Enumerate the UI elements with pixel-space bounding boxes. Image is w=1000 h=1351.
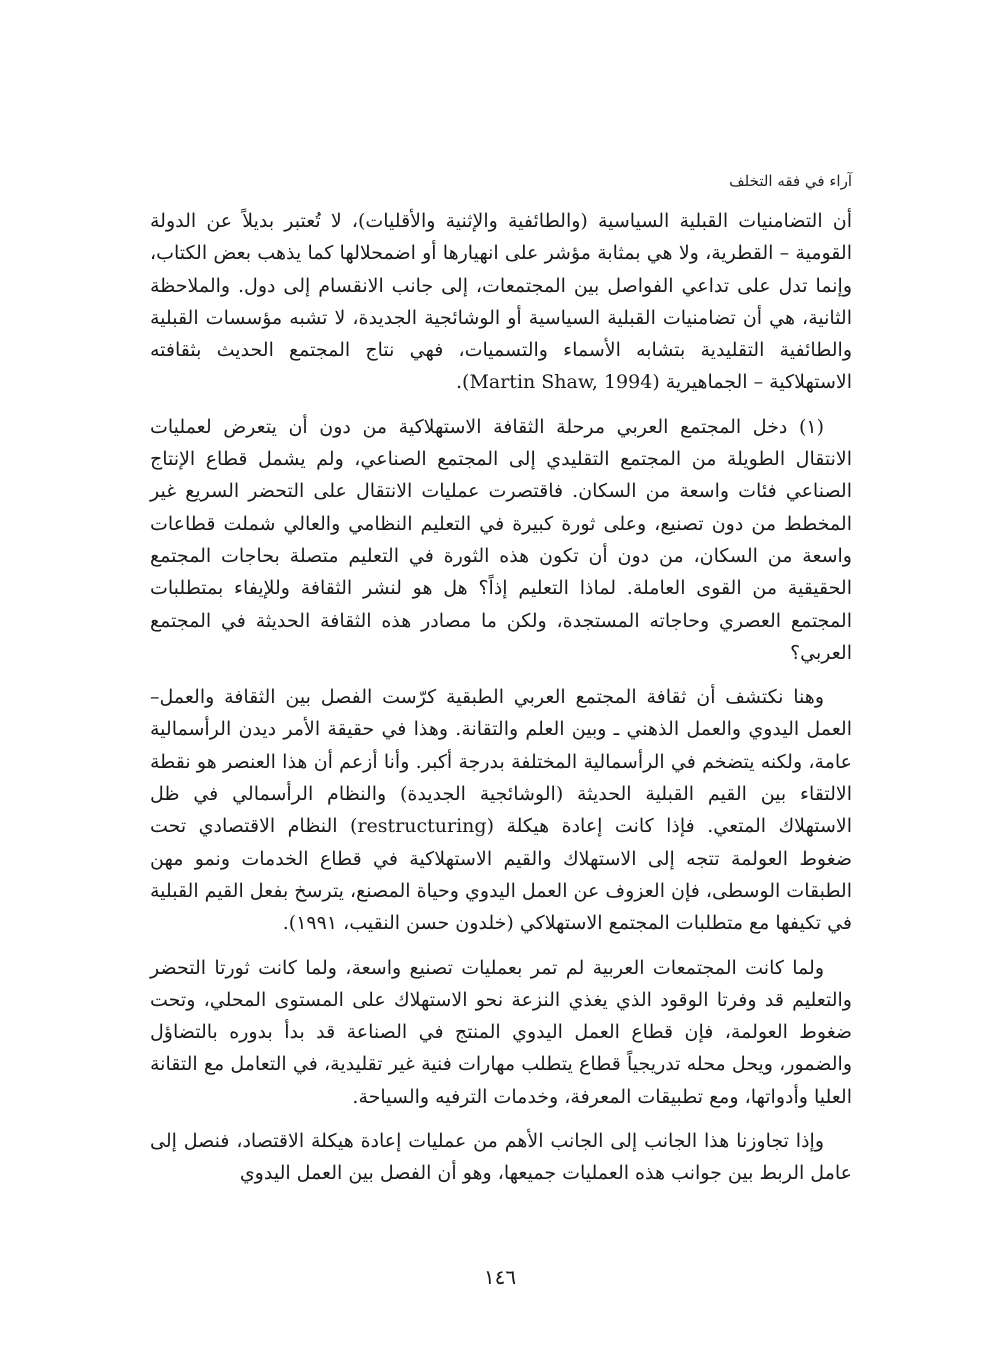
paragraph-1-text-end: ). [455,371,470,394]
paragraph-5: وإذا تجاوزنا هذا الجانب إلى الجانب الأهم من عمليات إعادة هيكلة الاقتصاد، فنصل إلى عامل الربط بين جوانب هذه العمليات جميعها، وهو أن الفصل بين العمل اليدوي [150,1130,852,1185]
paragraph-3-text-end: ) النظام الاقتصادي تحت ضغوط العولمة تتجه إلى الاستهلاك والقيم الاستهلاكية في قطاع الخدمات ونمو مهن الطبقات الوسطى، فإن العزوف عن العمل اليدوي وحياة المصنع، يترسخ بفعل القيم القبلية في تكيفها مع متطلبات المجتمع الاستهلاكي (خلدون حسن النقيب، ١٩٩١). [150,815,853,935]
paragraph-4: ولما كانت المجتمعات العربية لم تمر بعمليات تصنيع واسعة، ولما كانت ثورتا التحضر والتعليم قد وفرتا الوقود الذي يغذي النزعة نحو الاستهلاك على المستوى المحلي، وتحت ضغوط العولمة، فإن قطاع العمل اليدوي المنتج في الصناعة قد بدأ بدوره بالتضاؤل والضمور، ويحل محله تدريجياً قطاع يتطلب مهارات فنية غير تقليدية، في التعامل مع التقانة العليا وأدواتها، ومع تطبيقات المعرفة، وخدمات الترفيه والسياحة. [150,956,852,1108]
paragraph-2: (١) دخل المجتمع العربي مرحلة الثقافة الاستهلاكية من دون أن يتعرض لعمليات الانتقال الطويلة من المجتمع التقليدي إلى المجتمع الصناعي، ولم يشمل قطاع الإنتاج الصناعي فئات واسعة من السكان. فاقتصرت عمليات الانتقال على التحضر السريع غير المخطط من دون تصنيع، وعلى ثورة كبيرة في التعليم النظامي والعالي شملت قطاعات واسعة من السكان، من دون أن تكون هذه الثورة في التعليم متصلة بحاجات المجتمع الحقيقية من القوى العاملة. لماذا التعليم إذاً؟ هل هو لنشر الثقافة وللإيفاء بمتطلبات المجتمع العصري وحاجاته المستجدة، ولكن ما مصادر هذه الثقافة الحديثة في المجتمع العربي؟ [150,415,853,664]
page-number: ١٤٦ [483,1265,517,1289]
running-header: آراء في فقه التخلف [729,172,852,190]
paragraph-1 [150,205,852,399]
paragraph-3 [150,681,852,939]
citation-martin-shaw: Martin Shaw, 1994 [469,371,653,394]
paragraph-3-text-start: وهنا نكتشف أن ثقافة المجتمع العربي الطبقية كرّست الفصل بين الثقافة والعمل–العمل اليدوي والعمل الذهني ـ وبين العلم والتقانة. وهذا في حقيقة الأمر ديدن الرأسمالية عامة، ولكنه يتضخم في الرأسمالية المختلفة بدرجة أكبر. وأنا أزعم أن هذا العنصر هو نقطة الالتقاء بين القيم القبلية الحديثة (الوشائجية الجديدة) والنظام الرأسمالي في ظل الاستهلاك المتعي. فإذا كانت إعادة هيكلة ( [150,686,853,838]
paragraph-1-text-start: أن التضامنيات القبلية السياسية (والطائفية والإثنية والأقليات)، لا تُعتبر بديلاً عن الدولة القومية – القطرية، ولا هي بمثابة مؤشر على انهيارها أو اضمحلالها كما يذهب بعض الكتاب، وإنما تدل على تداعي الفواصل بين المجتمعات، إلى جانب الانقسام إلى دول. والملاحظة الثانية، هي أن تضامنيات القبلية السياسية أو الوشائجية الجديدة، لا تشبه مؤسسات القبلية والطائفية التقليدية بتشابه الأسماء والتسميات، فهي نتاج المجتمع الحديث بثقافته الاستهلاكية – الجماهيرية ( [150,210,852,394]
body-text [150,205,852,1190]
term-restructuring: restructuring [357,815,487,838]
